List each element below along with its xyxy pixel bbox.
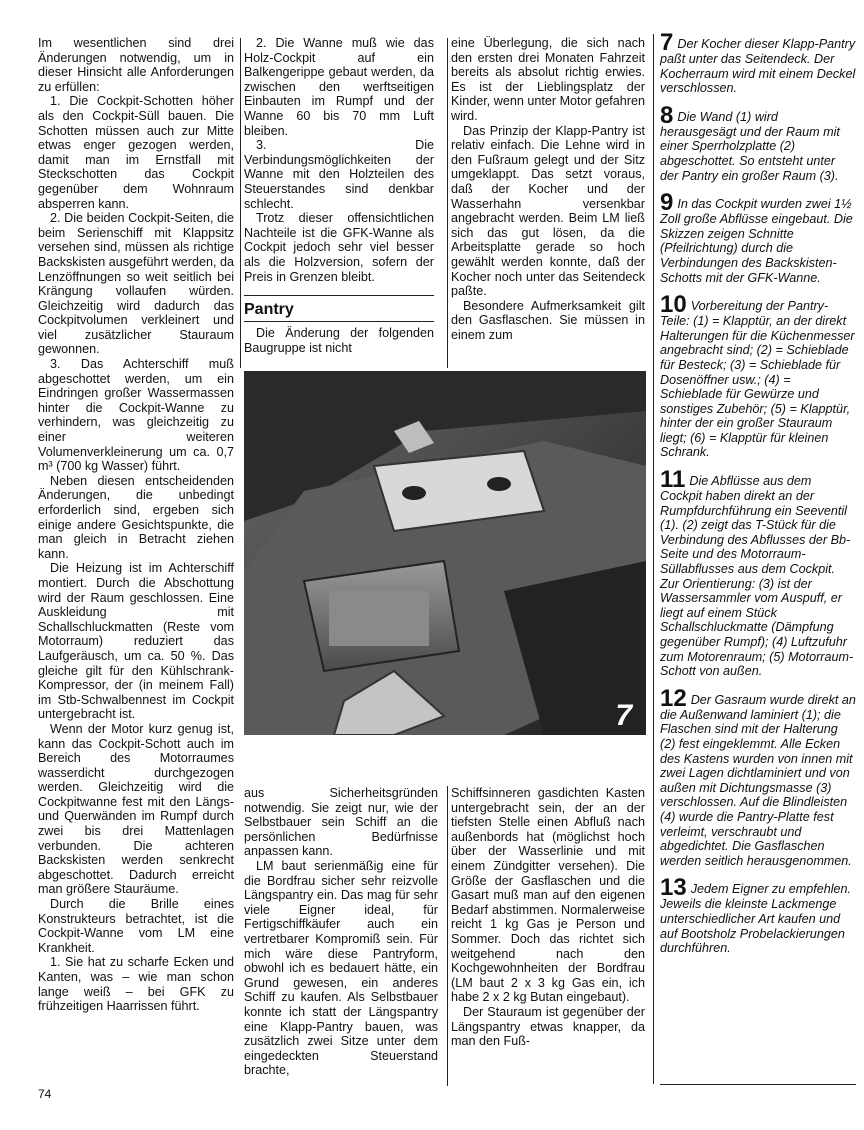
section-heading-pantry: Pantry bbox=[244, 301, 294, 318]
paragraph: eine Überlegung, die sich nach den ersten drei Monaten Fahrzeit bereits als absolut richtig erwies. Es ist der Lieblingsplatz der Kinder, wenn unter Motor gefahren wird. bbox=[451, 36, 645, 123]
column-2-pantry bbox=[244, 326, 434, 355]
column-divider bbox=[447, 786, 448, 1086]
paragraph: 2. Die Wanne muß wie das Holz-Cockpit auf ein Balkengerippe gebaut werden, da zwischen den werftseitigen Einbauten im Rumpf und der Wanne 60 bis 70 mm Luft bleiben. bbox=[244, 36, 434, 138]
caption-text: Die Abflüsse aus dem Cockpit haben direkt an der Rumpfdurchführung ein Seeventil (1). (2) zeigt das T-Stück für die Verbindung des Abflusses der Bb-Seite und des Motorraum-Süllabflusses aus dem Cockpit. Zur Orientierung: (3) ist der Wassersammler vom Auspuff, er liegt auf einem Stück Schallschluckmatte (Dämpfung gegenüber Rumpf); (4) Luftzufuhr zum Motorenraum; (5) Motorraum-Schott von außen. bbox=[660, 474, 854, 679]
caption-number: 7 bbox=[660, 29, 674, 56]
photo-number: 7 bbox=[615, 699, 632, 732]
paragraph: Im wesentlichen sind drei Änderungen notwendig, um in dieser Hinsicht alle Anforderungen zu erfüllen: bbox=[38, 36, 234, 94]
column-divider bbox=[653, 34, 654, 1084]
caption bbox=[660, 684, 856, 869]
caption-number: 8 bbox=[660, 101, 674, 129]
photo-pantry-stove bbox=[244, 371, 646, 735]
paragraph: Die Heizung ist im Achterschiff montiert. Durch die Abschottung wird der Raum geschlossen. Eine Auskleidung mit Schallschluckmatten (Reste vom Motorraum) reduziert das Laufgeräusch, um ca. 50 %. Das gleiche gilt für den Kühlschrank-Kompressor, der (in meinem Fall) im Stb-Schwalbennest im Cockpit untergebracht ist. bbox=[38, 561, 234, 722]
paragraph: Neben diesen entscheidenden Änderungen, die unbedingt erforderlich sind, ergeben sich einige andere Gesichtspunkte, die man gleich in Betracht ziehen kann. bbox=[38, 473, 234, 561]
paragraph: 1. Die Cockpit-Schotten höher als den Cockpit-Süll bauen. Die Schotten müssen auch zur Mitte etwas enger gezogen werden, damit man im Ernstfall mit Steckschotten das Cockpit gegenüber dem Wohnraum absperren kann. bbox=[38, 94, 234, 211]
caption bbox=[660, 101, 856, 183]
paragraph: 3. Das Achterschiff muß abgeschottet werden, um ein Eindringen großer Wassermassen hinter die Cockpit-Wanne zu verhindern, was gleichzeitig zu einer weiteren Volumenverkleinerung um ca. 0,7 m³ (700 kg Wasser) führt. bbox=[38, 357, 234, 474]
column-3-bottom bbox=[451, 786, 645, 1049]
section-rule bbox=[244, 295, 434, 296]
caption bbox=[660, 874, 856, 956]
column-2-top bbox=[244, 36, 434, 284]
caption-number: 9 bbox=[660, 189, 674, 217]
column-2-bottom bbox=[244, 786, 438, 1078]
paragraph: 3. Die Verbindungsmöglichkeiten der Wanne mit den Holzteilen des Steuerstandes sind denkbar schlecht. bbox=[244, 138, 434, 211]
caption-text: In das Cockpit wurden zwei 1½ Zoll große Abflüsse eingebaut. Die Skizzen zeigen Schnitte (Pfeilrichtung) durch die Verbindungen des Backskisten-Schotts mit der GFK-Wanne. bbox=[660, 197, 853, 285]
caption-number: 12 bbox=[660, 684, 687, 712]
paragraph: Schiffsinneren gasdichten Kasten untergebracht sein, der an der tiefsten Stelle einen Abfluß nach außenbords hat (möglichst hoch über der Wasserlinie und mit einem Zündgitter versehen). Die Größe der Gasflaschen und die Gasart muß man auf den eigenen Bedarf abstimmen. Normalerweise reicht 1 kg Gas je Person und Sommer. Doch das richtet sich weitgehend nach den Kochgewohnheiten der Bordfrau (LM baut 2 x 3 kg Gas ein, ich habe 2 x 2 kg Butan eingebaut). bbox=[451, 786, 645, 1005]
paragraph: Das Prinzip der Klapp-Pantry ist relativ einfach. Die Lehne wird in den Fußraum gelegt und der Sitz umgeklappt. Das setzt voraus, daß der Kocher und der Wasserhahn versenkbar angebracht werden. Beim LM ließ sich das gut lösen, da die Arbeitsplatte gerade so hoch gewählt werden konnte, daß der Kocher noch unter das Seitendeck paßte. bbox=[451, 123, 645, 299]
caption bbox=[660, 291, 856, 460]
paragraph: Trotz dieser offensichtlichen Nachteile ist die GFK-Wanne als Cockpit jedoch sehr viel besser als die Holzversion, sofern der Preis in Grenzen bleibt. bbox=[244, 211, 434, 284]
figure-captions bbox=[660, 29, 856, 967]
page-number: 74 bbox=[38, 1087, 52, 1101]
column-3-top bbox=[451, 36, 645, 342]
column-1 bbox=[38, 36, 234, 1014]
paragraph: Durch die Brille eines Konstrukteurs betrachtet, ist die Cockpit-Wanne vom LM eine Krankheit. bbox=[38, 897, 234, 955]
caption bbox=[660, 189, 856, 285]
caption-text: Vorbereitung der Pantry-Teile: (1) = Klapptür, an der direkt Halterungen für die Küchenmesser angebracht sind; (2) = Schieblade für Besteck; (3) = Schieblade für Dosenöffner usw.; (4) = Schieblade für Gewürze und sonstiges Zubehör; (5) = Klapptür, hinter der ein großer Stauraum liegt; (6) = Klapptür für kleinen Schrank. bbox=[660, 299, 855, 460]
caption bbox=[660, 466, 856, 679]
column-divider bbox=[240, 38, 241, 368]
paragraph: aus Sicherheitsgründen notwendig. Sie zeigt nur, wie der Selbstbauer sein Schiff an die persönlichen Bedürfnisse anpassen kann. bbox=[244, 786, 438, 859]
caption bbox=[660, 29, 856, 96]
caption-number: 13 bbox=[660, 874, 687, 902]
paragraph: Der Stauraum ist gegenüber der Längspantry etwas knapper, da man den Fuß- bbox=[451, 1004, 645, 1049]
caption-text: Der Gasraum wurde direkt an die Außenwand laminiert (1); die Flaschen sind mit der Halterung (2) fest eingeklemmt. Alle Ecken des Kastens wurden von innen mit zwei Lagen dichtlaminiert und von außen mit Dichtungsmasse (3) verschlossen. Auf die Blindleisten (4) wurde die Pantry-Platte fest verleimt, verschraubt und abgedichtet. Die Gasflaschen werden seitlich herausgenommen. bbox=[660, 692, 856, 868]
caption-text: Der Kocher dieser Klapp-Pantry paßt unter das Seitendeck. Der Kocherraum wird mit einem Deckel verschlossen. bbox=[660, 37, 856, 96]
caption-number: 10 bbox=[660, 291, 687, 319]
caption-text: Die Wand (1) wird herausgesägt und der Raum mit einer Sperrholzplatte (2) abgeschottet. So entsteht unter der Pantry ein großer Raum (3). bbox=[660, 109, 840, 183]
caption-end-rule bbox=[660, 1084, 856, 1085]
caption-number: 11 bbox=[660, 466, 686, 494]
paragraph: LM baut serienmäßig eine für die Bordfrau sicher sehr reizvolle Längspantry ein. Das mag für sehr viele Eigner ideal, für Fertigschiffkäufer auch ein vertretbarer Kompromiß sein. Für mich wäre diese Pantryform, obwohl ich es bedauert hätte, ein Grund gewesen, ein anderes Schiff zu kaufen. Als Selbstbauer konnte ich statt der Längspantry eine Klapp-Pantry bauen, was zusätzlich zwei Sitze unter dem eingedeckten Steuerstand brachte, bbox=[244, 858, 438, 1078]
paragraph: Wenn der Motor kurz genug ist, kann das Cockpit-Schott auch im Bereich des Motorraumes wasserdicht durchgezogen werden. Gleichzeitig wird die Cockpitwanne fest mit den Längs- und Querwänden im Rumpf durch zwei bis drei Mattenlagen verbunden. Die achteren Backskisten werden senkrecht abgeschottet. Dadurch erreicht man größere Stauräume. bbox=[38, 721, 234, 897]
section-rule bbox=[244, 321, 434, 322]
column-divider bbox=[447, 38, 448, 368]
paragraph: 2. Die beiden Cockpit-Seiten, die beim Serienschiff mit Klappsitz versehen sind, müssen als richtige Backskisten ausgeführt werden, da Lenzöffnungen so weit seitlich bei Krängung vollaufen würden. Gleichzeitig wird dadurch das Cockpitvolumen verkleinert und viel zusätzlicher Stauraum gewonnen. bbox=[38, 211, 235, 357]
paragraph: Besondere Aufmerksamkeit gilt den Gasflaschen. Sie müssen in einem zum bbox=[451, 298, 645, 342]
paragraph: Die Änderung der folgenden Baugruppe ist nicht bbox=[244, 326, 434, 355]
paragraph: 1. Sie hat zu scharfe Ecken und Kanten, was – wie man schon lange weiß – bei GFK zu frühzeitigen Haarrissen führt. bbox=[38, 955, 234, 1014]
caption-text: Jedem Eigner zu empfehlen. Jeweils die kleinste Lackmenge unterschiedlicher Art kaufen und auf Bootsholz Probelackierungen durchführen. bbox=[660, 882, 852, 956]
photo-image bbox=[244, 371, 646, 735]
